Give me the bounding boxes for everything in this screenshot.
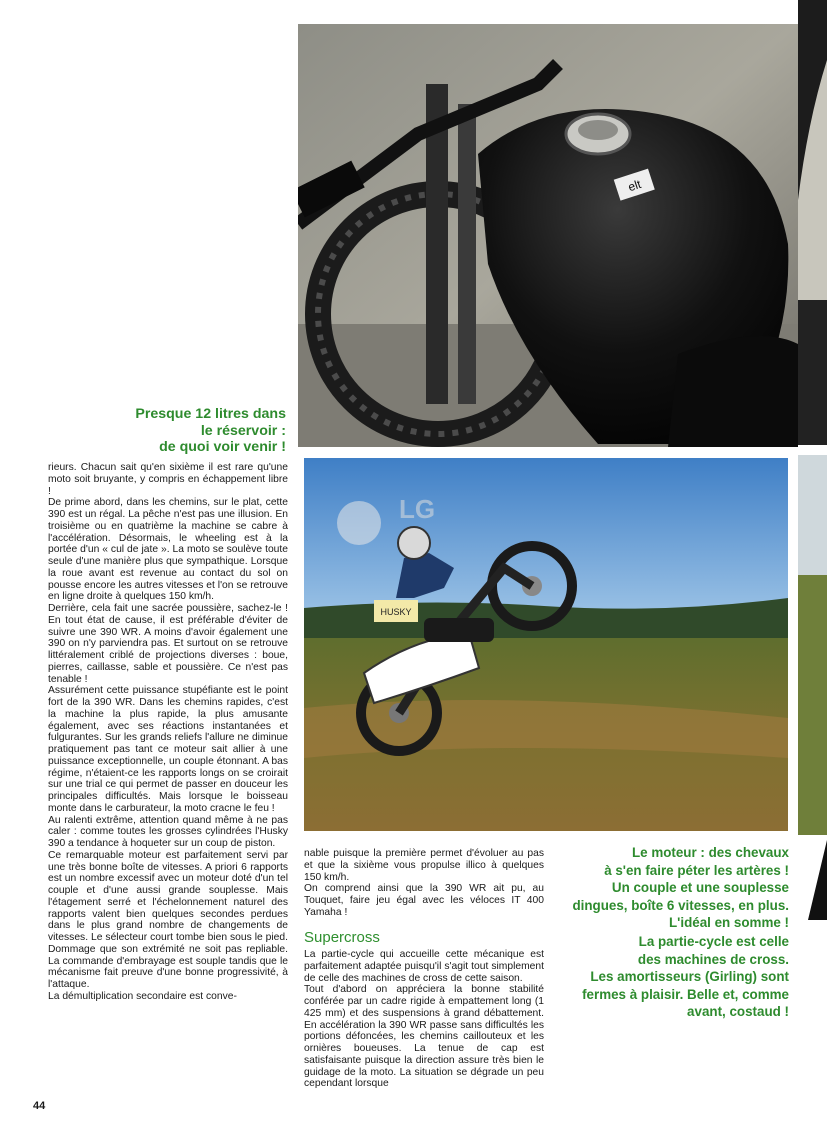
- photo-fuel-tank: [298, 24, 798, 447]
- paragraph: Au ralenti extrême, attention quand même à ne pas caler : comme toutes les grosses cylindrées l'Husky 390 a tendance à hoqueter sur un coup de piston.: [48, 814, 288, 849]
- caption-line: La partie-cycle est celle: [638, 934, 789, 949]
- watermark-text: LG: [399, 494, 436, 524]
- caption-line: de quoi voir venir !: [159, 439, 286, 455]
- caption-line: Les amortisseurs (Girling) sont: [590, 969, 789, 984]
- paragraph: nable puisque la première permet d'évoluer au pas et que la sixième vous propulse illico à quelques 150 km/h.: [304, 848, 544, 883]
- paragraph: On comprend ainsi que la 390 WR ait pu, au Touquet, faire jeu égal avec les véloces IT 400 Yamaha !: [304, 883, 544, 918]
- edge-strip-top: [798, 0, 827, 445]
- caption-line: le réservoir :: [200, 422, 286, 439]
- caption-fuel-tank: [60, 406, 286, 456]
- caption-line: à s'en faire péter les artères !: [604, 862, 789, 878]
- page-number: 44: [33, 1100, 46, 1112]
- photo-wheelie: [304, 458, 788, 831]
- bike-plate-text: HUSKY: [380, 607, 412, 617]
- caption-line: fermes à plaisir. Belle et, comme: [582, 986, 789, 1002]
- caption-chassis: [548, 933, 789, 1021]
- caption-engine: [540, 844, 789, 932]
- paragraph: Derrière, cela fait une sacrée poussière, sachez-le ! En tout état de cause, il est préférable d'éviter de suivre une 390 WR. A moins d'avoir également une 390 on n'y parviendra pas. Et surtout on se retrouve littéralement criblé de projections diverses : boue, pierres, caillasse, sable et poussière. Ce n'est pas tenable !: [48, 603, 288, 685]
- caption-line: des machines de cross.: [637, 951, 789, 967]
- section-heading: Supercross: [304, 929, 380, 946]
- caption-line: Presque 12 litres dans: [135, 406, 286, 422]
- paragraph: La partie-cycle qui accueille cette mécanique est parfaitement adaptée puisqu'il s'agit tout simplement de celle des machines de cross de cette saison.: [304, 949, 544, 984]
- caption-line: L'idéal en somme !: [668, 915, 789, 930]
- edge-strip-corner: [808, 840, 827, 920]
- caption-line: dingues, boîte 6 vitesses, en plus.: [572, 897, 789, 913]
- article-column-left: [48, 462, 288, 1003]
- paragraph: De prime abord, dans les chemins, sur le plat, cette 390 est un régal. La pêche n'est pas une illusion. En troisième ou en quatrième la machine se cabre à l'accélération. Désormais, le wheeling est à la portée d'un « cul de jate ». La moto se soulève toute seule d'une manière plus que sympathique. Lorsque la roue avant est revenue au contact du sol on pousse encore les autres vitesses et l'on se retrouve en ligne droite à quelques 150 km/h.: [48, 497, 288, 603]
- tank-decal-text: elt: [626, 176, 643, 195]
- paragraph: Assurément cette puissance stupéfiante est le point fort de la 390 WR. Dans les chemins rapides, c'est la machine la plus rapide, la plus amusante également, avec ses réactions instantanées et fulgurantes. Sur les grands reliefs l'allure ne diminue pratiquement pas tant ce moteur sait allier à une puissance exceptionnelle, un couple étonnant. A bas régime, n'étaient-ce les rapports longs on se croirait sur une trial ce qui permet de passer en douceur les principales difficultés. Mais lorsque le boisseau monte dans le carburateur, la moto cracne le feu !: [48, 685, 288, 814]
- caption-line: Le moteur : des chevaux: [631, 845, 789, 860]
- paragraph: Tout d'abord on appréciera la bonne stabilité conférée par un cadre rigide à empattement long (1 425 mm) et des suspensions à grand débattement. En accélération la 390 WR passe sans difficultés les portions défoncées, les chemins caillouteux et les ornières boueuses. La tenue de cap est satisfaisante puisque la direction assure très bien le guidage de la moto. La situation se dégrade un peu cependant lorsque: [304, 984, 544, 1090]
- edge-strip-bottom: [798, 455, 827, 835]
- article-column-right-bottom: [304, 949, 544, 1090]
- caption-line: Un couple et une souplesse: [611, 880, 789, 895]
- paragraph: rieurs. Chacun sait qu'en sixième il est rare qu'une moto soit bruyante, y compris en échappement libre !: [48, 462, 288, 497]
- caption-line: avant, costaud !: [687, 1004, 789, 1019]
- paragraph: Ce remarquable moteur est parfaitement servi par une très bonne boîte de vitesses. A priori 6 rapports est un nombre excessif avec un moteur doté d'un tel couple et d'une aussi grande souplesse. Mais l'étagement serré et l'échelonnement naturel des rapports valent bien quelques secondes perdues dans le plus grand nombre de changements de vitesses. Le sélecteur court tombe bien sous le pied. Dommage que son extrémité ne soit pas repliable. La commande d'embrayage est souple tandis que le mécanisme fait preuve d'une bonne progressivité, à l'attaque.: [48, 849, 288, 990]
- article-column-right-top: [304, 848, 544, 919]
- paragraph: La démultiplication secondaire est conve-: [48, 990, 237, 1002]
